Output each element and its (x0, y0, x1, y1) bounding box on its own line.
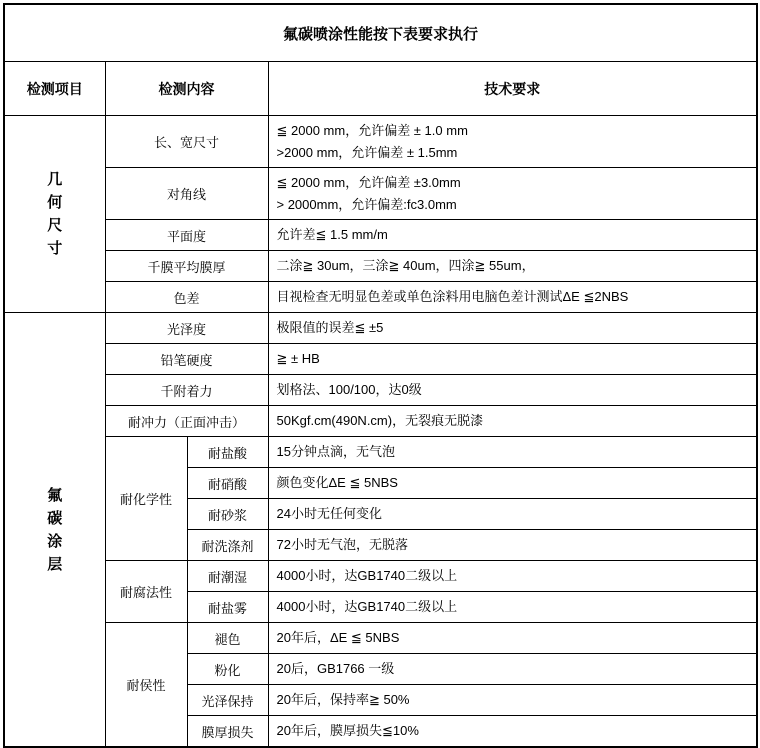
requirement-cell (268, 251, 757, 282)
content-cell: 平面度 (105, 220, 268, 251)
requirement-cell (268, 116, 757, 168)
group-label-chemical: 耐化学性 (105, 437, 187, 561)
requirement-line: 二涂≧ 30um，三涂≧ 40um，四涂≧ 55um， (276, 258, 535, 273)
table-row (4, 220, 757, 251)
requirement-cell (268, 375, 757, 406)
requirement-line: ≧ ± HB (276, 351, 320, 366)
content-cell: 膜厚损失 (187, 716, 268, 748)
section-label-geometry (4, 116, 105, 313)
table-title-row (4, 4, 757, 62)
table-row (4, 437, 757, 468)
requirement-line: 24小时无任何变化 (276, 506, 382, 521)
requirement-cell (268, 468, 757, 499)
content-cell: 光泽保持 (187, 685, 268, 716)
content-cell: 长、宽尺寸 (105, 116, 268, 168)
content-cell: 耐冲力（正面冲击） (105, 406, 268, 437)
requirement-cell (268, 561, 757, 592)
requirement-line: 20年后，膜厚损失≦10% (276, 723, 419, 738)
content-cell: 铅笔硬度 (105, 344, 268, 375)
requirement-line: 72小时无气泡，无脱落 (276, 537, 408, 552)
section-label-coating (4, 313, 105, 748)
requirement-line: 50Kgf.cm(490N.cm)，无裂痕无脱漆 (276, 413, 484, 428)
requirement-line: >2000 mm，允许偏差 ± 1.5mm (276, 144, 458, 160)
requirement-line: ≦ 2000 mm，允许偏差 ±3.0mm (276, 174, 461, 190)
requirement-cell (268, 654, 757, 685)
col-header-item: 检测项目 (4, 62, 105, 116)
requirement-cell (268, 530, 757, 561)
content-cell: 千附着力 (105, 375, 268, 406)
requirement-line: 20后，GB1766 一级 (276, 661, 395, 676)
requirement-line: > 2000mm，允许偏差:fc3.0mm (276, 196, 457, 212)
requirement-line: 20年后，保持率≧ 50% (276, 692, 410, 707)
requirement-line: ≦ 2000 mm，允许偏差 ± 1.0 mm (276, 122, 468, 138)
requirement-cell (268, 406, 757, 437)
section-label-text: 几何尺寸 (47, 171, 63, 257)
content-cell: 褪色 (187, 623, 268, 654)
requirement-cell (268, 685, 757, 716)
content-cell: 千膜平均膜厚 (105, 251, 268, 282)
content-cell: 对角线 (105, 168, 268, 220)
requirement-line: 划格法、100/100，达0级 (276, 382, 422, 397)
content-cell: 耐硝酸 (187, 468, 268, 499)
table-row (4, 375, 757, 406)
table-row (4, 168, 757, 220)
table-row (4, 116, 757, 168)
requirement-cell (268, 592, 757, 623)
content-cell: 耐砂浆 (187, 499, 268, 530)
requirement-line: 允许差≦ 1.5 mm/m (276, 227, 388, 242)
table-header-row (4, 62, 757, 116)
content-cell: 光泽度 (105, 313, 268, 344)
content-cell: 耐洗涤剂 (187, 530, 268, 561)
spec-table (3, 3, 758, 748)
table-row (4, 561, 757, 592)
content-cell: 耐盐雾 (187, 592, 268, 623)
table-row (4, 251, 757, 282)
requirement-cell (268, 499, 757, 530)
requirement-line: 4000小时，达GB1740二级以上 (276, 599, 458, 614)
requirement-line: 15分钟点滴，无气泡 (276, 444, 395, 459)
content-cell: 色差 (105, 282, 268, 313)
requirement-line: 颜色变化ΔE ≦ 5NBS (276, 475, 398, 490)
content-cell: 粉化 (187, 654, 268, 685)
requirement-line: 目视检查无明显色差或单色涂料用电脑色差计测试ΔE ≦2NBS (276, 289, 629, 304)
requirement-cell (268, 168, 757, 220)
requirement-line: 极限值的误差≦ ±5 (276, 320, 384, 335)
table-title: 氟碳喷涂性能按下表要求执行 (4, 4, 757, 62)
table-row (4, 344, 757, 375)
group-label-weathering: 耐侯性 (105, 623, 187, 748)
requirement-cell (268, 716, 757, 748)
table-row (4, 282, 757, 313)
table-row (4, 313, 757, 344)
requirement-cell (268, 282, 757, 313)
requirement-cell (268, 220, 757, 251)
table-row (4, 623, 757, 654)
requirement-cell (268, 344, 757, 375)
table-row (4, 406, 757, 437)
requirement-cell (268, 313, 757, 344)
requirement-line: 20年后，ΔE ≦ 5NBS (276, 630, 400, 645)
requirement-cell (268, 437, 757, 468)
content-cell: 耐潮湿 (187, 561, 268, 592)
section-label-text: 氟碳涂层 (47, 486, 63, 573)
group-label-corrosion: 耐腐法性 (105, 561, 187, 623)
requirement-cell (268, 623, 757, 654)
col-header-content: 检测内容 (105, 62, 268, 116)
requirement-line: 4000小时，达GB1740二级以上 (276, 568, 458, 583)
content-cell: 耐盐酸 (187, 437, 268, 468)
col-header-requirement: 技术要求 (268, 62, 757, 116)
